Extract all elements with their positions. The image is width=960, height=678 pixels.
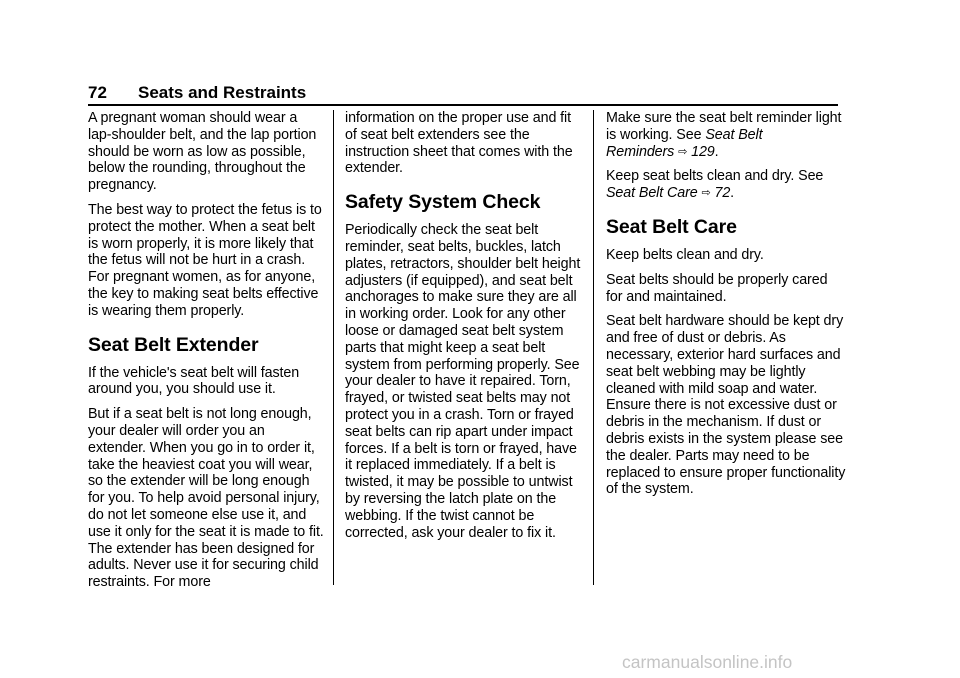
heading-safety-system-check: Safety System Check [345,191,541,214]
page-header [88,82,838,104]
xref-seat-belt-care[interactable]: Seat Belt Care [606,185,698,202]
column-divider-1 [333,110,334,585]
heading-seat-belt-extender: Seat Belt Extender [88,333,259,356]
watermark: carmanualsonline.info [622,652,793,672]
xref-seat-belt-reminders[interactable]: Seat Belt Reminders [606,126,763,160]
section-title: Seats and Restraints [138,83,307,102]
xref-page-129[interactable]: 129 [691,143,715,160]
pregnancy-paragraph: A pregnant woman should wear a lap-shoulder belt, and the lap portion should be worn as low as possible, below the rounding, throughout the pregnancy. [88,110,317,194]
care-maintain-paragraph: Seat belts should be properly cared for and maintained. [606,271,828,305]
page-arrow-icon: ⇨ [701,187,711,200]
column-1 [88,110,324,599]
clean-dry-paragraph [606,168,846,202]
page-arrow-icon: ⇨ [678,145,688,158]
period: . [714,143,719,160]
page-number: 72 [88,83,107,102]
extender-continued-paragraph: information on the proper use and fit of seat belt extenders see the instruction sheet that comes with the extender. [345,110,573,177]
column-2 [345,110,585,549]
fetus-paragraph: The best way to protect the fetus is to protect the mother. When a seat belt is worn properly, it is more likely that the fetus will not be hurt in a crash. For pregnant women, as for anyone, the key to making seat belts effective is wearing them properly. [88,201,322,319]
column-divider-2 [593,110,594,585]
system-check-paragraph: Periodically check the seat belt reminder, seat belts, buckles, latch plates, retractors, shoulder belt height adjusters (if equipped), and seat belt anchorages to make sure they are all in working order. Look for any other loose or damaged seat belt system parts that might keep a seat belt system from performing properly. See your dealer to have it repaired. Torn, frayed, or twisted seat belts may not protect you in a crash. Torn or frayed seat belts can rip apart under impact forces. If a belt is torn or frayed, have it replaced immediately. If a belt is twisted, it may be possible to untwist by reversing the latch plate on the webbing. If the twist cannot be corrected, ask your dealer to fix it. [345,222,581,541]
extender-order-paragraph: But if a seat belt is not long enough, your dealer will order you an extender. When you go in to order it, take the heaviest coat you will wear, so the extender will be long enough for you. To help avoid personal injury, do not let someone else use it, and use it only for the seat it is made to fit. The extender has been designed for adults. Never use it for securing child restraints. For more [88,406,324,591]
clean-dry-text: Keep seat belts clean and dry. See [606,168,824,185]
column-3 [606,110,846,506]
header-rule [88,104,838,106]
extender-intro-paragraph: If the vehicle's seat belt will fasten around you, you should use it. [88,364,300,398]
care-intro-paragraph: Keep belts clean and dry. [606,246,764,263]
hardware-paragraph: Seat belt hardware should be kept dry and free of dust or debris. As necessary, exterior hard surfaces and seat belt webbing may be lightly cleaned with mild soap and water. Ensure there is not excessive dust or debris in the mechanism. If dust or debris exists in the system please see the dealer. Parts may need to be replaced to ensure proper functionality of the system. [606,313,846,498]
heading-seat-belt-care: Seat Belt Care [606,215,737,238]
period: . [730,185,735,202]
xref-page-72[interactable]: 72 [714,185,731,202]
reminder-text: Make sure the seat belt reminder light is working. See [606,110,842,143]
reminder-paragraph [606,110,846,160]
